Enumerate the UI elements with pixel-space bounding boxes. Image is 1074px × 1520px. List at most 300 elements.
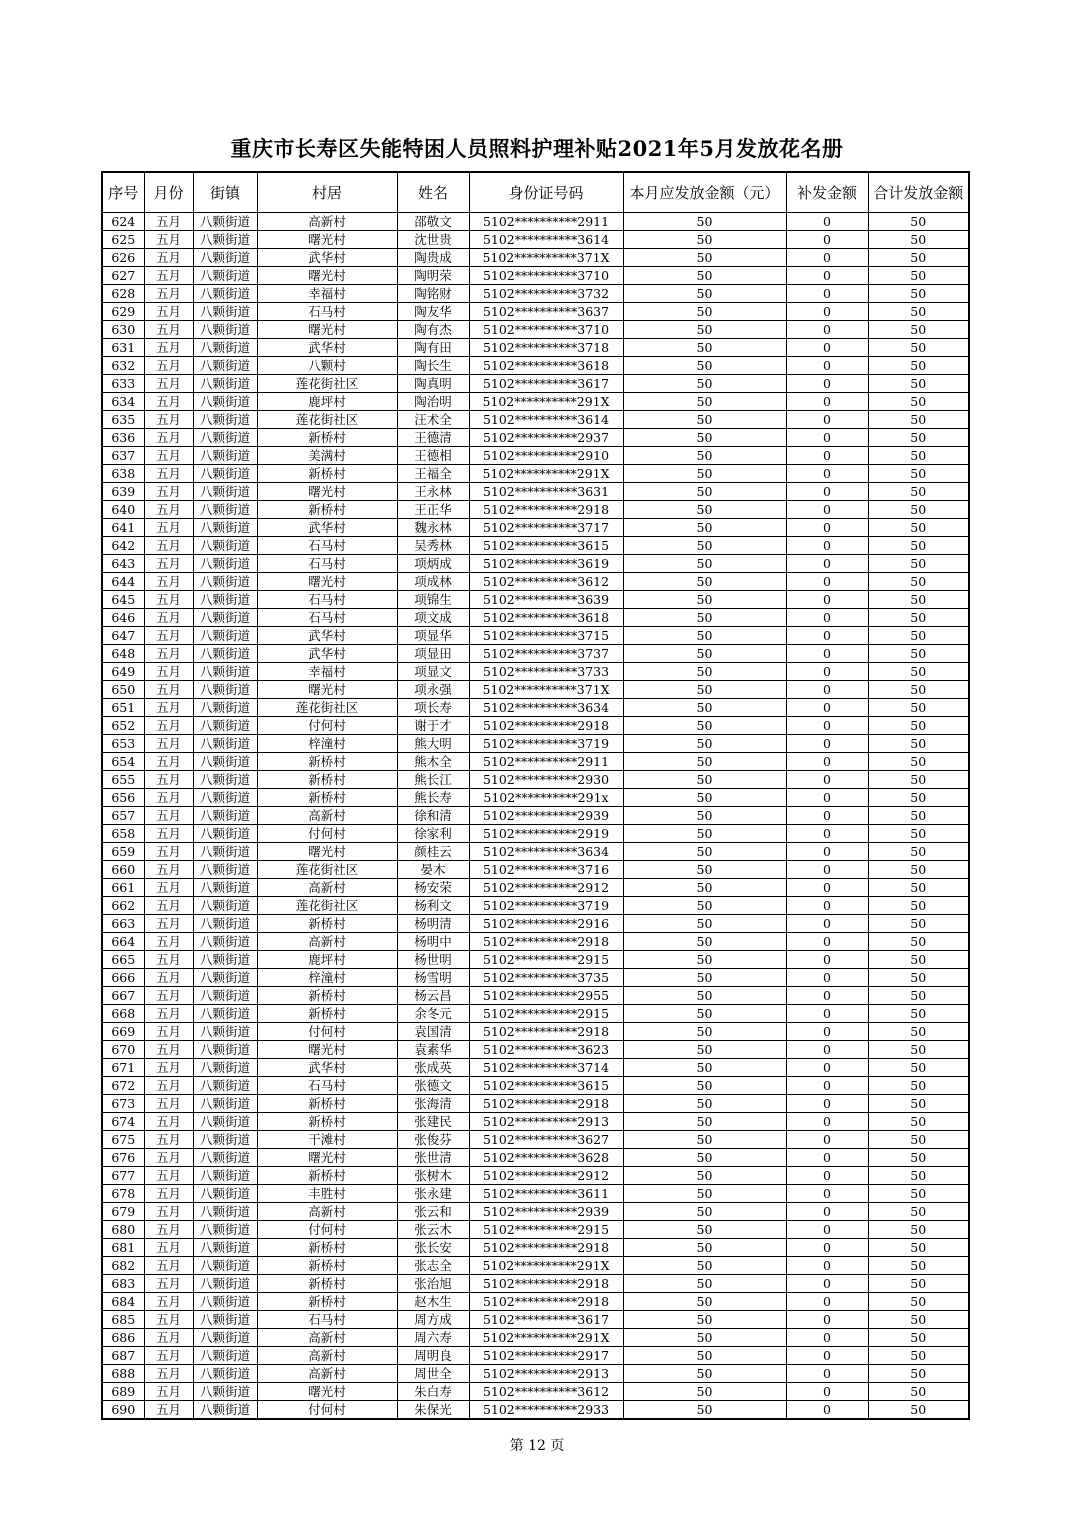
cell-id-number: 5102**********2930	[469, 771, 623, 789]
cell-id-number: 5102**********3716	[469, 861, 623, 879]
cell-name: 张治旭	[397, 1275, 469, 1293]
cell-supplement: 0	[786, 1257, 868, 1275]
cell-monthly-amount: 50	[623, 591, 786, 609]
cell-seq: 674	[102, 1113, 144, 1131]
cell-monthly-amount: 50	[623, 1113, 786, 1131]
cell-supplement: 0	[786, 717, 868, 735]
cell-monthly-amount: 50	[623, 1383, 786, 1401]
cell-name: 晏木	[397, 861, 469, 879]
cell-street: 八颗街道	[193, 357, 257, 375]
cell-supplement: 0	[786, 1005, 868, 1023]
cell-month: 五月	[144, 1023, 193, 1041]
cell-village: 新桥村	[257, 1095, 397, 1113]
cell-seq: 643	[102, 555, 144, 573]
cell-total: 50	[868, 267, 969, 285]
cell-id-number: 5102**********3719	[469, 897, 623, 915]
table-row	[102, 969, 969, 987]
cell-street: 八颗街道	[193, 1347, 257, 1365]
cell-supplement: 0	[786, 1185, 868, 1203]
cell-name: 陶真明	[397, 375, 469, 393]
cell-street: 八颗街道	[193, 717, 257, 735]
cell-street: 八颗街道	[193, 483, 257, 501]
cell-total: 50	[868, 1077, 969, 1095]
cell-monthly-amount: 50	[623, 717, 786, 735]
cell-seq: 631	[102, 339, 144, 357]
cell-village: 石马村	[257, 303, 397, 321]
cell-id-number: 5102**********3618	[469, 609, 623, 627]
cell-street: 八颗街道	[193, 1131, 257, 1149]
cell-total: 50	[868, 537, 969, 555]
cell-supplement: 0	[786, 807, 868, 825]
cell-name: 熊长江	[397, 771, 469, 789]
cell-name: 汪术全	[397, 411, 469, 429]
cell-seq: 666	[102, 969, 144, 987]
table-row	[102, 465, 969, 483]
table-row	[102, 1077, 969, 1095]
cell-name: 杨云昌	[397, 987, 469, 1005]
cell-monthly-amount: 50	[623, 609, 786, 627]
cell-month: 五月	[144, 807, 193, 825]
cell-monthly-amount: 50	[623, 1203, 786, 1221]
cell-month: 五月	[144, 627, 193, 645]
cell-id-number: 5102**********2918	[469, 1239, 623, 1257]
cell-monthly-amount: 50	[623, 789, 786, 807]
cell-total: 50	[868, 339, 969, 357]
cell-month: 五月	[144, 501, 193, 519]
cell-total: 50	[868, 1059, 969, 1077]
table-row	[102, 1095, 969, 1113]
cell-supplement: 0	[786, 1401, 868, 1420]
cell-monthly-amount: 50	[623, 573, 786, 591]
table-row	[102, 699, 969, 717]
cell-name: 谢于才	[397, 717, 469, 735]
table-body	[102, 213, 969, 1420]
cell-total: 50	[868, 897, 969, 915]
cell-seq: 665	[102, 951, 144, 969]
cell-street: 八颗街道	[193, 1113, 257, 1131]
cell-month: 五月	[144, 429, 193, 447]
cell-total: 50	[868, 1023, 969, 1041]
table-row	[102, 555, 969, 573]
cell-total: 50	[868, 1329, 969, 1347]
cell-supplement: 0	[786, 663, 868, 681]
cell-street: 八颗街道	[193, 1059, 257, 1077]
cell-id-number: 5102**********3717	[469, 519, 623, 537]
cell-monthly-amount: 50	[623, 1041, 786, 1059]
cell-seq: 682	[102, 1257, 144, 1275]
cell-supplement: 0	[786, 1131, 868, 1149]
cell-id-number: 5102**********2918	[469, 1293, 623, 1311]
cell-street: 八颗街道	[193, 1203, 257, 1221]
cell-month: 五月	[144, 573, 193, 591]
cell-seq: 654	[102, 753, 144, 771]
cell-seq: 641	[102, 519, 144, 537]
cell-name: 陶治明	[397, 393, 469, 411]
cell-monthly-amount: 50	[623, 411, 786, 429]
cell-seq: 686	[102, 1329, 144, 1347]
cell-monthly-amount: 50	[623, 879, 786, 897]
cell-id-number: 5102**********3611	[469, 1185, 623, 1203]
cell-name: 项显文	[397, 663, 469, 681]
cell-month: 五月	[144, 951, 193, 969]
cell-monthly-amount: 50	[623, 951, 786, 969]
cell-id-number: 5102**********3710	[469, 321, 623, 339]
cell-month: 五月	[144, 681, 193, 699]
cell-seq: 628	[102, 285, 144, 303]
cell-monthly-amount: 50	[623, 357, 786, 375]
cell-seq: 649	[102, 663, 144, 681]
cell-total: 50	[868, 447, 969, 465]
cell-village: 曙光村	[257, 267, 397, 285]
cell-total: 50	[868, 1149, 969, 1167]
table-row	[102, 411, 969, 429]
cell-total: 50	[868, 1113, 969, 1131]
cell-supplement: 0	[786, 321, 868, 339]
cell-supplement: 0	[786, 1041, 868, 1059]
cell-seq: 664	[102, 933, 144, 951]
cell-name: 张长安	[397, 1239, 469, 1257]
table-row	[102, 663, 969, 681]
cell-name: 朱白寿	[397, 1383, 469, 1401]
cell-month: 五月	[144, 843, 193, 861]
cell-supplement: 0	[786, 969, 868, 987]
cell-village: 付何村	[257, 1401, 397, 1420]
cell-id-number: 5102**********291X	[469, 393, 623, 411]
cell-name: 张世清	[397, 1149, 469, 1167]
cell-monthly-amount: 50	[623, 1023, 786, 1041]
cell-street: 八颗街道	[193, 1275, 257, 1293]
cell-name: 周世全	[397, 1365, 469, 1383]
cell-supplement: 0	[786, 1275, 868, 1293]
table-row	[102, 1005, 969, 1023]
cell-monthly-amount: 50	[623, 447, 786, 465]
cell-village: 高新村	[257, 933, 397, 951]
cell-monthly-amount: 50	[623, 861, 786, 879]
cell-monthly-amount: 50	[623, 807, 786, 825]
cell-street: 八颗街道	[193, 321, 257, 339]
cell-village: 曙光村	[257, 483, 397, 501]
cell-monthly-amount: 50	[623, 213, 786, 231]
cell-seq: 626	[102, 249, 144, 267]
cell-street: 八颗街道	[193, 807, 257, 825]
cell-month: 五月	[144, 897, 193, 915]
cell-village: 曙光村	[257, 1383, 397, 1401]
cell-monthly-amount: 50	[623, 753, 786, 771]
cell-seq: 635	[102, 411, 144, 429]
cell-seq: 659	[102, 843, 144, 861]
cell-street: 八颗街道	[193, 933, 257, 951]
cell-street: 八颗街道	[193, 771, 257, 789]
cell-month: 五月	[144, 1041, 193, 1059]
cell-name: 徐家利	[397, 825, 469, 843]
cell-total: 50	[868, 789, 969, 807]
cell-street: 八颗街道	[193, 1365, 257, 1383]
table-row	[102, 339, 969, 357]
cell-village: 付何村	[257, 825, 397, 843]
cell-seq: 677	[102, 1167, 144, 1185]
cell-supplement: 0	[786, 1239, 868, 1257]
cell-street: 八颗街道	[193, 1221, 257, 1239]
cell-month: 五月	[144, 1401, 193, 1420]
cell-total: 50	[868, 735, 969, 753]
cell-village: 莲花街社区	[257, 375, 397, 393]
cell-id-number: 5102**********2913	[469, 1365, 623, 1383]
cell-supplement: 0	[786, 951, 868, 969]
cell-total: 50	[868, 843, 969, 861]
cell-id-number: 5102**********2918	[469, 501, 623, 519]
cell-supplement: 0	[786, 861, 868, 879]
cell-street: 八颗街道	[193, 537, 257, 555]
cell-seq: 663	[102, 915, 144, 933]
cell-village: 新桥村	[257, 1275, 397, 1293]
cell-month: 五月	[144, 303, 193, 321]
cell-id-number: 5102**********3631	[469, 483, 623, 501]
cell-supplement: 0	[786, 213, 868, 231]
cell-supplement: 0	[786, 735, 868, 753]
cell-monthly-amount: 50	[623, 1077, 786, 1095]
cell-month: 五月	[144, 1347, 193, 1365]
cell-supplement: 0	[786, 879, 868, 897]
cell-village: 新桥村	[257, 987, 397, 1005]
cell-village: 石马村	[257, 537, 397, 555]
cell-total: 50	[868, 555, 969, 573]
cell-seq: 679	[102, 1203, 144, 1221]
table-row	[102, 429, 969, 447]
table-row	[102, 627, 969, 645]
cell-id-number: 5102**********2912	[469, 879, 623, 897]
header-supplement: 补发金额	[786, 172, 868, 213]
cell-name: 项炳成	[397, 555, 469, 573]
cell-name: 张成英	[397, 1059, 469, 1077]
cell-id-number: 5102**********2939	[469, 807, 623, 825]
cell-village: 石马村	[257, 555, 397, 573]
cell-month: 五月	[144, 1077, 193, 1095]
cell-id-number: 5102**********2915	[469, 1005, 623, 1023]
cell-name: 袁国清	[397, 1023, 469, 1041]
cell-month: 五月	[144, 249, 193, 267]
cell-name: 朱保光	[397, 1401, 469, 1420]
cell-monthly-amount: 50	[623, 1221, 786, 1239]
cell-village: 曙光村	[257, 321, 397, 339]
cell-village: 莲花街社区	[257, 699, 397, 717]
cell-village: 新桥村	[257, 429, 397, 447]
cell-street: 八颗街道	[193, 447, 257, 465]
cell-seq: 676	[102, 1149, 144, 1167]
cell-id-number: 5102**********3719	[469, 735, 623, 753]
cell-street: 八颗街道	[193, 897, 257, 915]
cell-village: 曙光村	[257, 1149, 397, 1167]
cell-monthly-amount: 50	[623, 249, 786, 267]
table-row	[102, 717, 969, 735]
cell-id-number: 5102**********3627	[469, 1131, 623, 1149]
cell-supplement: 0	[786, 519, 868, 537]
cell-id-number: 5102**********3612	[469, 573, 623, 591]
cell-supplement: 0	[786, 915, 868, 933]
cell-name: 魏永林	[397, 519, 469, 537]
table-row	[102, 771, 969, 789]
cell-seq: 683	[102, 1275, 144, 1293]
cell-monthly-amount: 50	[623, 465, 786, 483]
cell-supplement: 0	[786, 825, 868, 843]
cell-month: 五月	[144, 465, 193, 483]
cell-name: 杨明清	[397, 915, 469, 933]
cell-village: 曙光村	[257, 681, 397, 699]
cell-name: 熊长寿	[397, 789, 469, 807]
cell-monthly-amount: 50	[623, 843, 786, 861]
cell-id-number: 5102**********3714	[469, 1059, 623, 1077]
cell-monthly-amount: 50	[623, 303, 786, 321]
cell-month: 五月	[144, 1275, 193, 1293]
header-name: 姓名	[397, 172, 469, 213]
cell-month: 五月	[144, 519, 193, 537]
cell-total: 50	[868, 1167, 969, 1185]
cell-month: 五月	[144, 735, 193, 753]
cell-seq: 655	[102, 771, 144, 789]
cell-monthly-amount: 50	[623, 1329, 786, 1347]
cell-seq: 634	[102, 393, 144, 411]
cell-id-number: 5102**********2918	[469, 1023, 623, 1041]
table-row	[102, 681, 969, 699]
cell-street: 八颗街道	[193, 1095, 257, 1113]
cell-street: 八颗街道	[193, 519, 257, 537]
cell-id-number: 5102**********291X	[469, 465, 623, 483]
cell-monthly-amount: 50	[623, 825, 786, 843]
cell-id-number: 5102**********3612	[469, 1383, 623, 1401]
cell-street: 八颗街道	[193, 555, 257, 573]
cell-supplement: 0	[786, 789, 868, 807]
cell-total: 50	[868, 429, 969, 447]
cell-street: 八颗街道	[193, 735, 257, 753]
cell-monthly-amount: 50	[623, 987, 786, 1005]
cell-monthly-amount: 50	[623, 1293, 786, 1311]
cell-month: 五月	[144, 969, 193, 987]
cell-village: 武华村	[257, 249, 397, 267]
cell-village: 武华村	[257, 519, 397, 537]
cell-total: 50	[868, 753, 969, 771]
cell-village: 高新村	[257, 1203, 397, 1221]
cell-id-number: 5102**********3615	[469, 1077, 623, 1095]
header-month: 月份	[144, 172, 193, 213]
table-row	[102, 933, 969, 951]
cell-month: 五月	[144, 357, 193, 375]
cell-seq: 684	[102, 1293, 144, 1311]
cell-monthly-amount: 50	[623, 321, 786, 339]
cell-id-number: 5102**********3614	[469, 231, 623, 249]
cell-month: 五月	[144, 1185, 193, 1203]
cell-total: 50	[868, 1203, 969, 1221]
cell-supplement: 0	[786, 231, 868, 249]
cell-month: 五月	[144, 861, 193, 879]
cell-street: 八颗街道	[193, 465, 257, 483]
cell-seq: 658	[102, 825, 144, 843]
table-row	[102, 573, 969, 591]
cell-monthly-amount: 50	[623, 969, 786, 987]
table-row	[102, 825, 969, 843]
cell-village: 石马村	[257, 609, 397, 627]
cell-name: 王德清	[397, 429, 469, 447]
cell-total: 50	[868, 969, 969, 987]
cell-monthly-amount: 50	[623, 645, 786, 663]
cell-street: 八颗街道	[193, 213, 257, 231]
cell-monthly-amount: 50	[623, 429, 786, 447]
cell-village: 美满村	[257, 447, 397, 465]
cell-village: 武华村	[257, 627, 397, 645]
cell-total: 50	[868, 717, 969, 735]
cell-total: 50	[868, 861, 969, 879]
cell-total: 50	[868, 1005, 969, 1023]
cell-supplement: 0	[786, 1059, 868, 1077]
table-row	[102, 843, 969, 861]
cell-name: 张云和	[397, 1203, 469, 1221]
table-row	[102, 1293, 969, 1311]
cell-seq: 646	[102, 609, 144, 627]
cell-id-number: 5102**********2916	[469, 915, 623, 933]
cell-id-number: 5102**********2913	[469, 1113, 623, 1131]
cell-name: 项显田	[397, 645, 469, 663]
cell-id-number: 5102**********2910	[469, 447, 623, 465]
cell-total: 50	[868, 465, 969, 483]
table-row	[102, 1383, 969, 1401]
cell-village: 付何村	[257, 1221, 397, 1239]
table-row	[102, 1239, 969, 1257]
cell-month: 五月	[144, 447, 193, 465]
cell-id-number: 5102**********3715	[469, 627, 623, 645]
cell-total: 50	[868, 663, 969, 681]
cell-name: 熊木全	[397, 753, 469, 771]
cell-seq: 690	[102, 1401, 144, 1420]
cell-name: 徐和清	[397, 807, 469, 825]
cell-name: 陶长生	[397, 357, 469, 375]
table-row	[102, 1185, 969, 1203]
table-row	[102, 1365, 969, 1383]
cell-id-number: 5102**********3623	[469, 1041, 623, 1059]
cell-id-number: 5102**********2955	[469, 987, 623, 1005]
cell-name: 袁素华	[397, 1041, 469, 1059]
cell-village: 新桥村	[257, 465, 397, 483]
cell-month: 五月	[144, 1149, 193, 1167]
cell-supplement: 0	[786, 1293, 868, 1311]
cell-seq: 630	[102, 321, 144, 339]
header-monthly-amount: 本月应发放金额（元）	[623, 172, 786, 213]
cell-total: 50	[868, 591, 969, 609]
cell-monthly-amount: 50	[623, 1257, 786, 1275]
cell-total: 50	[868, 1383, 969, 1401]
cell-id-number: 5102**********3615	[469, 537, 623, 555]
cell-name: 项显华	[397, 627, 469, 645]
cell-total: 50	[868, 501, 969, 519]
cell-village: 石马村	[257, 591, 397, 609]
cell-street: 八颗街道	[193, 825, 257, 843]
cell-supplement: 0	[786, 1077, 868, 1095]
cell-seq: 657	[102, 807, 144, 825]
table-row	[102, 987, 969, 1005]
cell-seq: 669	[102, 1023, 144, 1041]
cell-street: 八颗街道	[193, 753, 257, 771]
cell-id-number: 5102**********3634	[469, 843, 623, 861]
cell-name: 陶有杰	[397, 321, 469, 339]
cell-id-number: 5102**********3619	[469, 555, 623, 573]
cell-month: 五月	[144, 537, 193, 555]
cell-seq: 627	[102, 267, 144, 285]
cell-village: 新桥村	[257, 1113, 397, 1131]
cell-monthly-amount: 50	[623, 1185, 786, 1203]
cell-id-number: 5102**********371X	[469, 249, 623, 267]
cell-seq: 639	[102, 483, 144, 501]
cell-name: 颜桂云	[397, 843, 469, 861]
cell-month: 五月	[144, 267, 193, 285]
cell-month: 五月	[144, 411, 193, 429]
cell-street: 八颗街道	[193, 627, 257, 645]
